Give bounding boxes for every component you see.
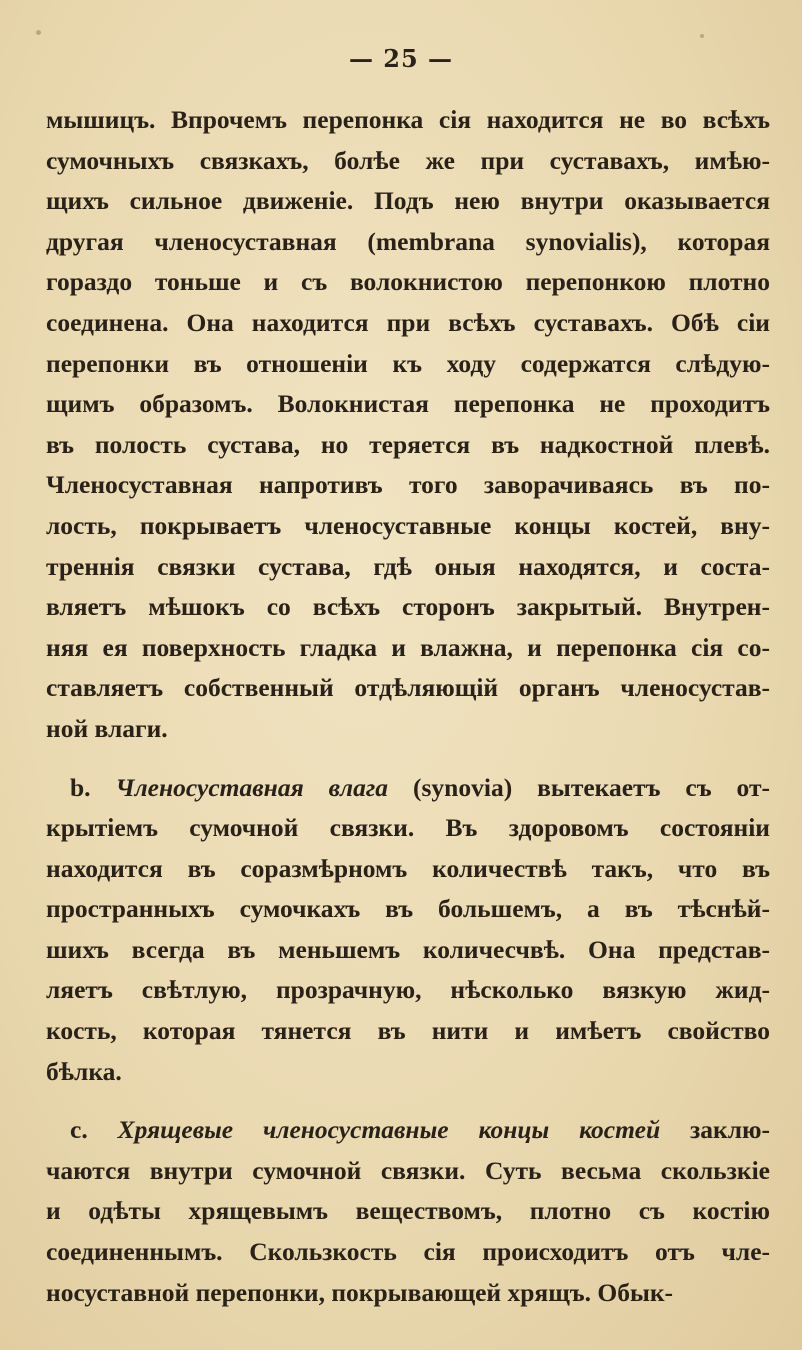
- text-segment: заклю-: [660, 1115, 770, 1145]
- text-line: [46, 100, 770, 141]
- text-line: [46, 889, 770, 930]
- text-line: [46, 547, 770, 588]
- paragraph: [46, 768, 770, 1093]
- text-line: [46, 970, 770, 1011]
- paragraph: [46, 1110, 770, 1313]
- text-line: [46, 1151, 770, 1192]
- paragraph-gap: [46, 1092, 770, 1110]
- text-segment: лость, покрываетъ членосуставные концы костей, вну-: [46, 510, 770, 540]
- text-segment: находится въ соразмѣрномъ количествѣ такъ, что въ: [46, 853, 770, 883]
- text-line: [46, 628, 770, 669]
- text-line: [46, 506, 770, 547]
- text-segment: соединена. Она находится при всѣхъ суставахъ. Обѣ сіи: [46, 307, 770, 337]
- text-line: [46, 181, 770, 222]
- text-line: [46, 262, 770, 303]
- text-line: [46, 1011, 770, 1052]
- text-line: [46, 1191, 770, 1232]
- paragraph: [46, 100, 770, 750]
- text-segment: перепонки въ отношеніи къ ходу содержатся слѣдую-: [46, 348, 770, 378]
- text-line: [46, 768, 770, 809]
- text-segment: соединеннымъ. Скользкость сія происходитъ отъ чле-: [46, 1237, 770, 1267]
- text-segment: вляетъ мѣшокъ со всѣхъ сторонъ закрытый. Внутрен-: [46, 592, 770, 622]
- text-line: [46, 709, 770, 750]
- text-line: [46, 808, 770, 849]
- text-segment: другая членосуставная (membrana synovialis), которая: [46, 226, 770, 256]
- text-segment: гораздо тоньше и съ волокнистою перепонкою плотно: [46, 267, 770, 297]
- text-segment: пространныхъ сумочкахъ въ большемъ, а въ тѣснѣй-: [46, 894, 770, 924]
- text-segment: (synovia) вытекаетъ съ от-: [388, 772, 770, 802]
- page-body-text: [46, 100, 770, 1313]
- text-line: [46, 930, 770, 971]
- italic-term: Членосуставная влага: [115, 772, 389, 802]
- text-line: [46, 1232, 770, 1273]
- paragraph-gap: [46, 750, 770, 768]
- text-segment: чаются внутри сумочной связки. Суть весьма скользкіе: [46, 1155, 770, 1185]
- text-segment: b.: [70, 772, 116, 802]
- text-line: [46, 222, 770, 263]
- text-line: [46, 303, 770, 344]
- page-number: — 25 —: [348, 44, 454, 73]
- text-line: [46, 668, 770, 709]
- text-line: [46, 1052, 770, 1093]
- text-line: [46, 384, 770, 425]
- text-segment: треннія связки сустава, гдѣ оныя находятся, и соста-: [46, 551, 770, 581]
- text-segment: сумочныхъ связкахъ, болѣе же при суставахъ, имѣю-: [46, 145, 770, 175]
- text-segment: кость, которая тянется въ нити и имѣетъ свойство: [46, 1016, 770, 1046]
- text-segment: щихъ сильное движеніе. Подъ нею внутри оказывается: [46, 186, 770, 216]
- text-line: [46, 1273, 770, 1314]
- text-segment: ной влаги.: [46, 713, 168, 743]
- text-line: [46, 465, 770, 506]
- text-segment: носуставной перепонки, покрывающей хрящъ. Обык-: [46, 1277, 674, 1307]
- text-line: [46, 849, 770, 890]
- text-segment: крытіемъ сумочной связки. Въ здоровомъ состояніи: [46, 813, 770, 843]
- text-segment: ляетъ свѣтлую, прозрачную, нѣсколько вязкую жид-: [46, 975, 770, 1005]
- text-line: [46, 1110, 770, 1151]
- text-segment: няя ея поверхность гладка и влажна, и перепонка сія со-: [46, 632, 770, 662]
- text-line: [46, 344, 770, 385]
- text-segment: щимъ образомъ. Волокнистая перепонка не проходитъ: [46, 389, 770, 419]
- text-segment: бѣлка.: [46, 1056, 122, 1086]
- text-segment: ставляетъ собственный отдѣляющій органъ членосустав-: [46, 673, 770, 703]
- text-segment: Членосуставная напротивъ того заворачиваясь въ по-: [46, 470, 770, 500]
- text-line: [46, 587, 770, 628]
- text-segment: шихъ всегда въ меньшемъ количесчвѣ. Она представ-: [46, 934, 770, 964]
- text-segment: въ полость сустава, но теряется въ надкостной плевѣ.: [46, 429, 770, 459]
- text-segment: c.: [70, 1115, 118, 1145]
- text-segment: и одѣты хрящевымъ веществомъ, плотно съ костію: [46, 1196, 770, 1226]
- text-line: [46, 141, 770, 182]
- text-line: [46, 425, 770, 466]
- italic-term: Хрящевые членосуставные концы костей: [117, 1115, 661, 1145]
- paper-speck: [36, 30, 41, 35]
- text-segment: мышицъ. Впрочемъ перепонка сія находится не во всѣхъ: [46, 105, 770, 134]
- paper-speck: [700, 34, 704, 38]
